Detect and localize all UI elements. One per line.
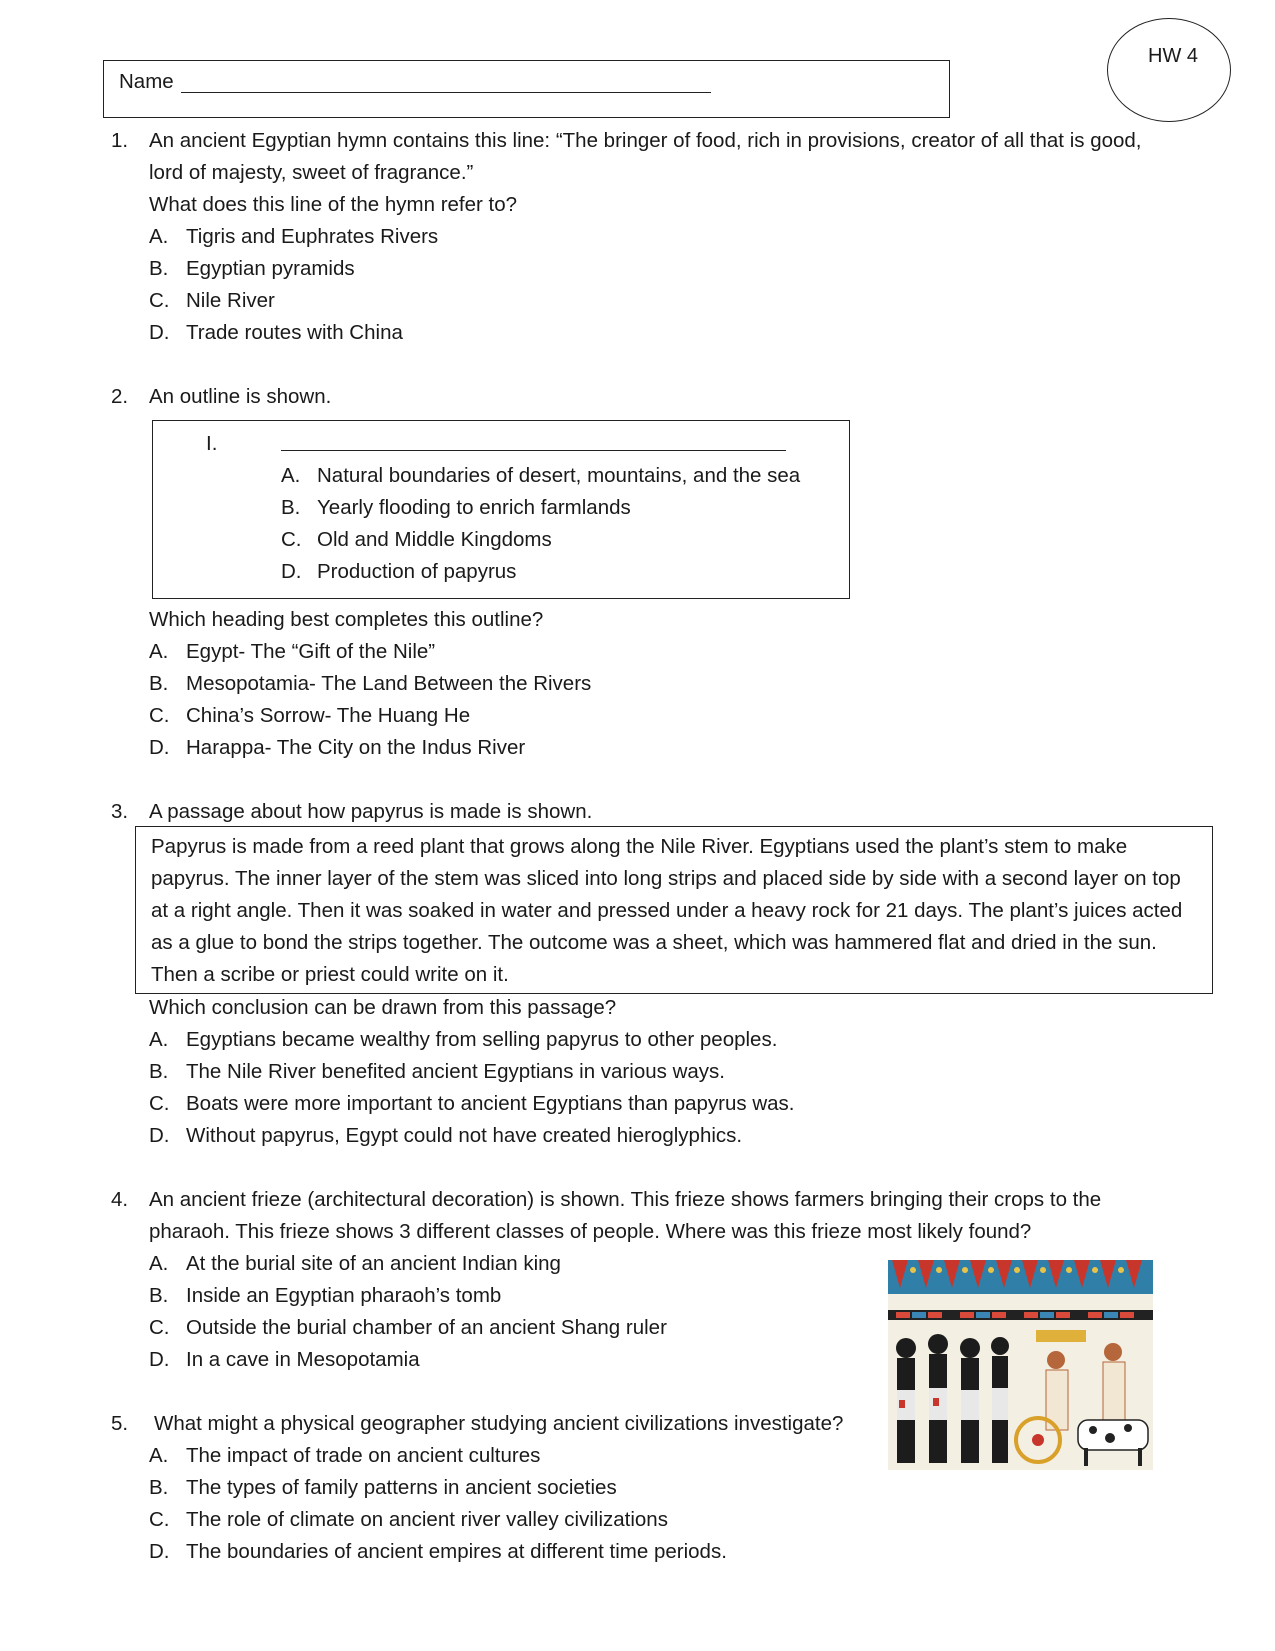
question-4-number: 4. bbox=[111, 1188, 129, 1211]
question-4-stem-line: pharaoh. This frieze shows 3 different classes of people. Where was this frieze most likely found? bbox=[149, 1220, 1032, 1243]
option-letter: C. bbox=[149, 1092, 170, 1115]
egyptian-frieze-image bbox=[888, 1260, 1153, 1470]
option-text[interactable]: Trade routes with China bbox=[186, 321, 403, 344]
question-3-stem: A passage about how papyrus is made is shown. bbox=[149, 800, 593, 823]
passage-line: papyrus. The inner layer of the stem was sliced into long strips and placed side by side with a second layer on top bbox=[151, 867, 1181, 890]
option-text[interactable]: The types of family patterns in ancient societies bbox=[186, 1476, 617, 1499]
passage-line: as a glue to bond the strips together. The outcome was a sheet, which was hammered flat and dried in the sun. bbox=[151, 931, 1157, 954]
name-blank-line[interactable] bbox=[181, 92, 711, 93]
option-text[interactable]: In a cave in Mesopotamia bbox=[186, 1348, 420, 1371]
option-text[interactable]: Nile River bbox=[186, 289, 275, 312]
option-letter: B. bbox=[149, 257, 169, 280]
outline-numeral: I. bbox=[206, 432, 218, 455]
option-text[interactable]: The role of climate on ancient river valley civilizations bbox=[186, 1508, 668, 1531]
outline-item-text: Production of papyrus bbox=[317, 560, 517, 583]
option-letter: A. bbox=[149, 640, 169, 663]
question-1-number: 1. bbox=[111, 129, 129, 152]
outline-item-text: Natural boundaries of desert, mountains, and the sea bbox=[317, 464, 801, 487]
option-text[interactable]: Boats were more important to ancient Egyptians than papyrus was. bbox=[186, 1092, 795, 1115]
option-letter: B. bbox=[149, 1476, 169, 1499]
question-5-stem: What might a physical geographer studying ancient civilizations investigate? bbox=[154, 1412, 844, 1435]
option-letter: A. bbox=[149, 225, 169, 248]
hw-label: HW 4 bbox=[1148, 45, 1198, 67]
option-letter: A. bbox=[149, 1028, 169, 1051]
option-text[interactable]: Without papyrus, Egypt could not have created hieroglyphics. bbox=[186, 1124, 743, 1147]
option-letter: D. bbox=[149, 321, 170, 344]
question-3-prompt: Which conclusion can be drawn from this passage? bbox=[149, 996, 617, 1019]
option-text[interactable]: The impact of trade on ancient cultures bbox=[186, 1444, 541, 1467]
option-text[interactable]: Tigris and Euphrates Rivers bbox=[186, 225, 439, 248]
option-letter: D. bbox=[149, 1124, 170, 1147]
question-5-number: 5. bbox=[111, 1412, 129, 1435]
outline-item-text: Old and Middle Kingdoms bbox=[317, 528, 552, 551]
option-text[interactable]: Mesopotamia- The Land Between the Rivers bbox=[186, 672, 592, 695]
outline-item-letter: C. bbox=[281, 528, 302, 551]
outline-item-letter: B. bbox=[281, 496, 301, 519]
option-text[interactable]: The Nile River benefited ancient Egyptians in various ways. bbox=[186, 1060, 725, 1083]
option-text[interactable]: China’s Sorrow- The Huang He bbox=[186, 704, 471, 727]
name-label: Name bbox=[119, 70, 174, 93]
option-letter: C. bbox=[149, 1316, 170, 1339]
question-2-prompt: Which heading best completes this outline? bbox=[149, 608, 544, 631]
option-text[interactable]: Outside the burial chamber of an ancient Shang ruler bbox=[186, 1316, 667, 1339]
outline-item-letter: D. bbox=[281, 560, 302, 583]
option-letter: C. bbox=[149, 1508, 170, 1531]
name-box bbox=[103, 60, 950, 118]
option-letter: B. bbox=[149, 672, 169, 695]
question-4-stem-line: An ancient frieze (architectural decoration) is shown. This frieze shows farmers bringing their crops to the bbox=[149, 1188, 1102, 1211]
passage-line: Papyrus is made from a reed plant that grows along the Nile River. Egyptians used the plant’s stem to make bbox=[151, 835, 1128, 858]
outline-item-text: Yearly flooding to enrich farmlands bbox=[317, 496, 631, 519]
passage-line: at a right angle. Then it was soaked in water and pressed under a heavy rock for 21 days. The plant’s juices acted bbox=[151, 899, 1183, 922]
option-letter: C. bbox=[149, 704, 170, 727]
question-2-number: 2. bbox=[111, 385, 129, 408]
question-1-stem-line: lord of majesty, sweet of fragrance.” bbox=[149, 161, 474, 184]
question-2-stem: An outline is shown. bbox=[149, 385, 332, 408]
option-text[interactable]: Egyptians became wealthy from selling papyrus to other peoples. bbox=[186, 1028, 778, 1051]
passage-line: Then a scribe or priest could write on it. bbox=[151, 963, 509, 986]
option-letter: A. bbox=[149, 1252, 169, 1275]
option-letter: A. bbox=[149, 1444, 169, 1467]
option-letter: C. bbox=[149, 289, 170, 312]
option-text[interactable]: Harappa- The City on the Indus River bbox=[186, 736, 526, 759]
question-1-stem-line: An ancient Egyptian hymn contains this line: “The bringer of food, rich in provisions, creator of all that is good, bbox=[149, 129, 1142, 152]
option-text[interactable]: The boundaries of ancient empires at different time periods. bbox=[186, 1540, 727, 1563]
option-letter: D. bbox=[149, 1348, 170, 1371]
option-letter: B. bbox=[149, 1284, 169, 1307]
option-letter: D. bbox=[149, 1540, 170, 1563]
question-3-number: 3. bbox=[111, 800, 129, 823]
option-letter: B. bbox=[149, 1060, 169, 1083]
option-text[interactable]: Egypt- The “Gift of the Nile” bbox=[186, 640, 436, 663]
question-1-stem-line: What does this line of the hymn refer to? bbox=[149, 193, 518, 216]
option-text[interactable]: Egyptian pyramids bbox=[186, 257, 355, 280]
option-text[interactable]: At the burial site of an ancient Indian king bbox=[186, 1252, 561, 1275]
outline-item-letter: A. bbox=[281, 464, 301, 487]
option-letter: D. bbox=[149, 736, 170, 759]
option-text[interactable]: Inside an Egyptian pharaoh’s tomb bbox=[186, 1284, 502, 1307]
outline-heading-blank[interactable] bbox=[281, 450, 786, 451]
